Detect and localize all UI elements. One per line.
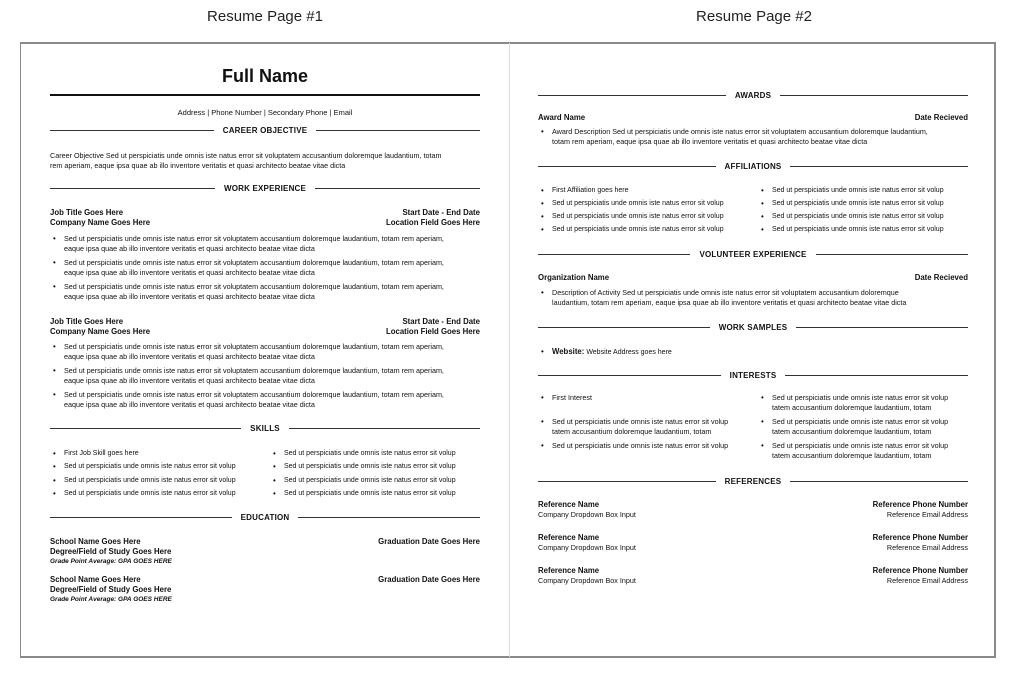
section-affiliations [538, 162, 968, 171]
section-rule [289, 428, 480, 429]
reference-company: Company Dropdown Box Input [538, 576, 636, 585]
gpa: Grade Point Average: GPA GOES HERE [50, 558, 172, 565]
section-heading: AFFILIATIONS [724, 162, 782, 171]
section-education [50, 513, 480, 522]
volunteer-description [538, 288, 906, 308]
interest-item [538, 393, 592, 403]
section-heading: INTERESTS [729, 371, 777, 380]
section-rule [790, 166, 968, 167]
reference-name: Reference Name [538, 500, 600, 509]
section-rule [538, 166, 716, 167]
text-line: • Sed ut perspiciatis unde omnis iste natus error sit volup [552, 417, 729, 426]
skill-item: • Sed ut perspiciatis unde omnis iste natus error sit volup [50, 489, 236, 499]
job-dates: Start Date - End Date [402, 208, 480, 217]
affiliation-item: • Sed ut perspiciatis unde omnis iste natus error sit volup [758, 225, 944, 235]
text-line: eaque ipsa quae ab illo inventore veritatis et quasi architecto beatae vitae dicta [64, 400, 315, 409]
text-line: • Sed ut perspiciatis unde omnis iste natus error sit voluptatem accusantium doloremque laudantium, totam rem aperiam, [64, 258, 444, 267]
work-sample-item [538, 347, 672, 358]
job-title: Job Title Goes Here [50, 208, 124, 217]
reference-email: Reference Email Address [886, 543, 968, 552]
section-rule [780, 95, 968, 96]
affiliation-item: • Sed ut perspiciatis unde omnis iste natus error sit volup [758, 212, 944, 222]
section-rule [538, 327, 710, 328]
reference-phone: Reference Phone Number [872, 533, 968, 542]
name-rule [50, 94, 480, 96]
graduation-date: Graduation Date Goes Here [378, 537, 480, 546]
section-rule [816, 254, 968, 255]
section-heading: EDUCATION [240, 513, 290, 522]
affiliation-item: • First Affiliation goes here [538, 186, 629, 196]
section-heading: CAREER OBJECTIVE [222, 126, 308, 135]
skill-item: • First Job Skill goes here [50, 449, 139, 459]
job-bullet [50, 342, 444, 362]
affiliation-item: • Sed ut perspiciatis unde omnis iste natus error sit volup [538, 225, 724, 235]
text-line: • Sed ut perspiciatis unde omnis iste natus error sit voluptatem accusantium doloremque laudantium, totam rem aperiam, [64, 366, 444, 375]
company-name: Company Name Goes Here [50, 218, 151, 227]
section-heading: AWARDS [734, 91, 772, 100]
affiliation-item: • Sed ut perspiciatis unde omnis iste natus error sit volup [758, 186, 944, 196]
page-divider [509, 43, 510, 657]
section-rule [538, 481, 716, 482]
job-title: Job Title Goes Here [50, 317, 124, 326]
job-location: Location Field Goes Here [385, 218, 480, 227]
education-entry [50, 575, 480, 605]
reference-phone: Reference Phone Number [872, 500, 968, 509]
section-heading: WORK EXPERIENCE [223, 184, 307, 193]
section-rule [790, 481, 968, 482]
skill-item: • Sed ut perspiciatis unde omnis iste natus error sit volup [270, 449, 456, 459]
text-line: Career Objective Sed ut perspiciatis unde omnis iste natus error sit voluptatem accusantium doloremque laudantium, totam [50, 151, 442, 160]
skill-item: • Sed ut perspiciatis unde omnis iste natus error sit volup [50, 462, 236, 472]
job-bullet [50, 366, 444, 386]
section-heading: SKILLS [250, 424, 280, 433]
text-line: • First Interest [552, 393, 592, 402]
section-rule [538, 95, 726, 96]
text-line: • Sed ut perspiciatis unde omnis iste natus error sit volup [772, 417, 949, 426]
school-name: School Name Goes Here [50, 575, 141, 584]
section-work-experience [50, 184, 480, 193]
text-line: tatem accusantium doloremque laudantium, totam [552, 427, 712, 436]
gpa: Grade Point Average: GPA GOES HERE [50, 596, 172, 603]
section-skills [50, 424, 480, 433]
text-line: • Sed ut perspiciatis unde omnis iste natus error sit volup [772, 393, 949, 402]
section-rule [50, 517, 232, 518]
section-rule [50, 428, 241, 429]
section-volunteer-experience [538, 250, 968, 259]
text-line: eaque ipsa quae ab illo inventore veritatis et quasi architecto beatae vitae dicta [64, 352, 315, 361]
text-line: tatem accusantium doloremque laudantium, totam [772, 427, 932, 436]
text-line: • Sed ut perspiciatis unde omnis iste natus error sit voluptatem accusantium doloremque laudantium, totam rem aperiam, [64, 390, 444, 399]
text-line: eaque ipsa quae ab illo inventore veritatis et quasi architecto beatae vitae dicta [64, 268, 315, 277]
volunteer-entry [538, 273, 968, 283]
job-entry [50, 317, 480, 337]
section-awards [538, 91, 968, 100]
section-heading: VOLUNTEER EXPERIENCE [699, 250, 807, 259]
text-line: rem aperiam, eaque ipsa quae ab illo inventore veritatis et quasi architecto beatae vitae dicta [50, 161, 346, 170]
graduation-date: Graduation Date Goes Here [378, 575, 480, 584]
section-career-objective [50, 126, 480, 135]
degree: Degree/Field of Study Goes Here [50, 547, 172, 556]
award-entry [538, 113, 968, 123]
section-heading: REFERENCES [724, 477, 782, 486]
text-line: eaque ipsa quae ab illo inventore veritatis et quasi architecto beatae vitae dicta [64, 244, 315, 253]
section-rule [50, 188, 215, 189]
text-line: laudantium, totam rem aperiam, eaque ipsa quae ab illo inventore veritatis et quasi architecto beatae vitae dicta [552, 298, 907, 307]
award-date: Date Recieved [914, 113, 968, 122]
text-line: tatem accusantium doloremque laudantium, totam [772, 451, 932, 460]
job-location: Location Field Goes Here [385, 327, 480, 336]
section-rule [315, 188, 480, 189]
section-interests [538, 371, 968, 380]
reference-company: Company Dropdown Box Input [538, 543, 636, 552]
text-line: • Sed ut perspiciatis unde omnis iste natus error sit voluptatem accusantium doloremque laudantium, totam rem aperiam, [64, 234, 444, 243]
reference-email: Reference Email Address [886, 576, 968, 585]
text-line: tatem accusantium doloremque laudantium, totam [772, 403, 932, 412]
job-entry [50, 208, 480, 228]
section-rule [538, 375, 721, 376]
affiliation-item: • Sed ut perspiciatis unde omnis iste natus error sit volup [758, 199, 944, 209]
section-references [538, 477, 968, 486]
page-2-label: Resume Page #2 [696, 8, 812, 25]
affiliation-item: • Sed ut perspiciatis unde omnis iste natus error sit volup [538, 212, 724, 222]
job-bullet [50, 390, 444, 410]
contact-line: Address | Phone Number | Secondary Phone | Email [177, 108, 353, 117]
reference-company: Company Dropdown Box Input [538, 510, 636, 519]
reference-name: Reference Name [538, 566, 600, 575]
text-line: • Sed ut perspiciatis unde omnis iste natus error sit voluptatem accusantium doloremque laudantium, totam rem aperiam, [64, 342, 444, 351]
interest-item [538, 441, 728, 451]
volunteer-date: Date Recieved [914, 273, 968, 282]
reference-phone: Reference Phone Number [872, 566, 968, 575]
skill-item: • Sed ut perspiciatis unde omnis iste natus error sit volup [270, 462, 456, 472]
education-entry [50, 537, 480, 567]
text-line: • Sed ut perspiciatis unde omnis iste natus error sit volup [552, 441, 729, 450]
reference-name: Reference Name [538, 533, 600, 542]
reference-entry [538, 500, 968, 520]
reference-entry [538, 533, 968, 553]
section-rule [316, 130, 480, 131]
job-bullet [50, 234, 444, 254]
reference-entry [538, 566, 968, 586]
job-dates: Start Date - End Date [402, 317, 480, 326]
job-bullet [50, 282, 444, 302]
section-rule [538, 254, 690, 255]
organization-name: Organization Name [538, 273, 610, 282]
job-bullet [50, 258, 444, 278]
school-name: School Name Goes Here [50, 537, 141, 546]
award-name: Award Name [538, 113, 586, 122]
text-line: • Award Description Sed ut perspiciatis unde omnis iste natus error sit voluptatem accusantium doloremque laudantium, [552, 127, 928, 136]
section-rule [785, 375, 968, 376]
interest-item [538, 417, 728, 437]
section-rule [50, 130, 214, 131]
interest-item [758, 441, 948, 461]
company-name: Company Name Goes Here [50, 327, 151, 336]
text-line: eaque ipsa quae ab illo inventore veritatis et quasi architecto beatae vitae dicta [64, 376, 315, 385]
full-name: Full Name [221, 66, 309, 86]
section-heading: WORK SAMPLES [718, 323, 788, 332]
skill-item: • Sed ut perspiciatis unde omnis iste natus error sit volup [270, 476, 456, 486]
degree: Degree/Field of Study Goes Here [50, 585, 172, 594]
section-rule [298, 517, 480, 518]
award-description [538, 127, 928, 147]
affiliation-item: • Sed ut perspiciatis unde omnis iste natus error sit volup [538, 199, 724, 209]
website-label: Website: [552, 347, 585, 356]
skill-item: • Sed ut perspiciatis unde omnis iste natus error sit volup [270, 489, 456, 499]
website-address: Website Address goes here [586, 349, 672, 356]
text-line: eaque ipsa quae ab illo inventore veritatis et quasi architecto beatae vitae dicta [64, 292, 315, 301]
career-objective-text [50, 151, 490, 171]
section-rule [796, 327, 968, 328]
page-1-label: Resume Page #1 [207, 8, 323, 25]
reference-email: Reference Email Address [886, 510, 968, 519]
section-work-samples [538, 323, 968, 332]
text-line: • Sed ut perspiciatis unde omnis iste natus error sit volup [772, 441, 949, 450]
text-line: totam rem aperiam, eaque ipsa quae ab illo inventore veritatis et quasi architecto beatae vitae dicta [552, 137, 868, 146]
text-line: • Description of Activity Sed ut perspiciatis unde omnis iste natus error sit voluptatem accusantium doloremque [552, 288, 899, 297]
interest-item [758, 393, 948, 413]
skill-item: • Sed ut perspiciatis unde omnis iste natus error sit volup [50, 476, 236, 486]
text-line: • Sed ut perspiciatis unde omnis iste natus error sit voluptatem accusantium doloremque laudantium, totam rem aperiam, [64, 282, 444, 291]
interest-item [758, 417, 948, 437]
